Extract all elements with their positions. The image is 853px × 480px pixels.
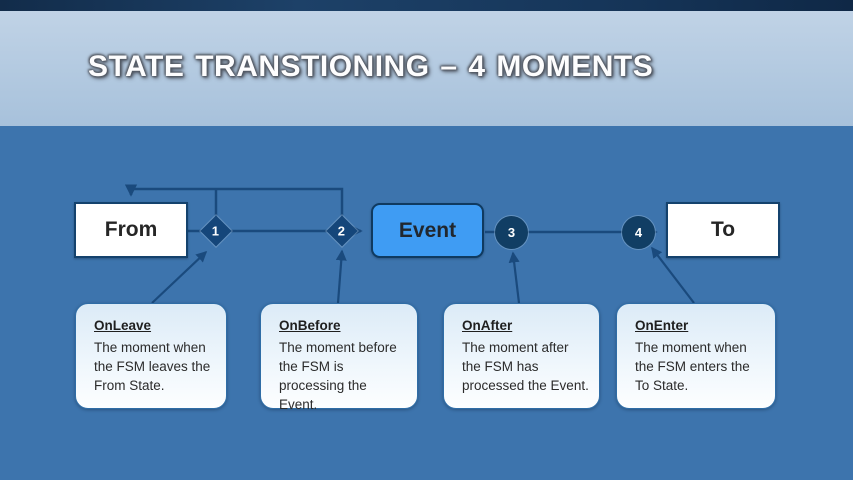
to-state-label: To bbox=[710, 218, 736, 241]
step-4-circle-marker bbox=[622, 216, 655, 249]
step-3-number: 3 bbox=[507, 225, 516, 240]
step-2-number: 2 bbox=[338, 223, 346, 239]
step-3-circle-marker bbox=[495, 216, 528, 249]
from-state-label: From bbox=[104, 218, 158, 241]
callout-onleave-body: The moment when the FSM leaves the From State. bbox=[94, 340, 211, 393]
callout-onafter-heading: OnAfter bbox=[462, 318, 513, 333]
callout-onenter-heading: OnEnter bbox=[635, 318, 689, 333]
from-state-box bbox=[74, 202, 188, 258]
callout-onbefore bbox=[260, 303, 418, 412]
onafter-arrow bbox=[513, 253, 519, 303]
callout-onbefore-heading: OnBefore bbox=[279, 318, 341, 333]
event-label: Event bbox=[398, 218, 457, 242]
callout-onenter bbox=[616, 303, 776, 409]
callout-onleave bbox=[75, 303, 227, 409]
onleave-arrow bbox=[152, 252, 206, 303]
event-box bbox=[371, 203, 484, 258]
callout-onafter-body: The moment after the FSM has processed the Event. bbox=[462, 340, 589, 393]
step-4-number: 4 bbox=[634, 225, 643, 240]
to-state-box bbox=[666, 202, 780, 258]
onbefore-arrow bbox=[338, 251, 342, 303]
slide-title: STATE TRANSTIONING – 4 MOMENTS bbox=[88, 50, 654, 83]
callout-onafter bbox=[443, 303, 600, 409]
callout-onbefore-body: The moment before the FSM is processing the Event. bbox=[279, 340, 397, 412]
callout-onleave-heading: OnLeave bbox=[94, 318, 152, 333]
callout-onenter-body: The moment when the FSM enters the To State. bbox=[635, 340, 750, 393]
step-1-number: 1 bbox=[212, 223, 220, 239]
